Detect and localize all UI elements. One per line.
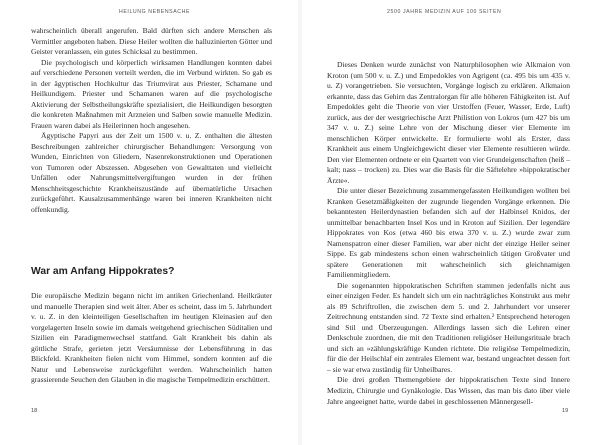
left-lower-text xyxy=(31,291,272,386)
running-head-left: HEILUNG NEBENSACHE xyxy=(119,9,191,15)
section-heading: War am Anfang Hippokrates? xyxy=(31,266,175,277)
right-page xyxy=(302,0,600,445)
left-page xyxy=(0,0,298,445)
paragraph: Ägyptische Papyri aus der Zeit um 1500 v. u. Z. enthalten die ältesten Beschreibungen zahlreicher chirurgischer Behandlungen: Versorgung von Wunden, Einrichten von Gliedern, Nasenrekonstruktionen und Operationen von Tumoren oder Abszessen. Abgesehen von Gewalttaten und vielleicht Unfällen oder Nahrungsmittelvergiftungen wurden in der frühen Menschheitsgeschichte Krankheitszustände auf übernatürliche Ursachen zurückgeführt. Kausalzusammenhänge waren bei inneren Krankheiten nicht offenkundig. xyxy=(31,131,272,214)
left-upper-text xyxy=(31,26,272,215)
paragraph: wahrscheinlich überall angerufen. Bald dürften sich andere Menschen als Vermittler angeboten haben. Diese Heiler wollten die halluzinierten Götter und Geister veranlassen, ein gutes Schicksal zu bestimmen. xyxy=(31,26,272,57)
paragraph: Die psychologisch und körperlich wirksamen Handlungen konnten dabei auf verschiedene Personen verteilt werden, die im Verbund wirkten. So gab es in der ägyptischen Hochkultur das Triumvirat aus Priester, Schamane und Heilkundigem. Priester und Schamanen waren auf die psychologische Aktivierung der Selbstheilungskräfte spezialisiert, die Heilkundigen besorgten die konkreten Maßnahmen mit Arzneien und Salben sowie manuelle Medizin. Frauen waren dabei als Heilerinnen hoch angesehen. xyxy=(31,57,272,130)
paragraph: Die europäische Medizin begann nicht im antiken Griechenland. Heilkräuter und manuelle Therapien sind weit älter. Aber es scheint, dass im 5. Jahrhundert v. u. Z. in den kleinteiligen Gesellschaften im heutigen Kleinasien auf den vorgelagerten Inseln sowie im damals weitgehend griechischen Süditalien und Sizilien ein Paradigmenwechsel stattfand. Galt Krankheit bis dahin als göttliche Strafe, gerieten jetzt Versäumnisse der Lebensführung in das Blickfeld. Krankheiten fielen nicht vom Himmel, sondern konnten auf die Natur und Lebensweise zurückgeführt werden. Wahrscheinlich hatten grassierende Seuchen den Glauben in die magische Tempelmedizin erschüttert. xyxy=(31,291,272,385)
right-text xyxy=(327,60,570,407)
paragraph: Die sogenannten hippokratischen Schriften stammen jedenfalls nicht aus einer einzigen Feder. Es handelt sich um ein nachträgliches Konstrukt aus mehr als 89 Schriftrollen, die zwischen dem 5. und 2. Jahrhundert vor unserer Zeitrechnung entstanden sind. 72 Texte sind erhalten.² Entsprechend heterogen sind Stil und Überzeugungen. Allerdings lassen sich die Lehren einer Denkschule zuordnen, die mit den Traditionen religiöser Heilungsrituale brach und sich an »zählungskräftige Kunden richtete. Die religiöse Tempelmedizin, für die der Heilschlaf ein zentrales Element war, bestand ungeachtet dessen fort – sie war etwa zuständig für Unheilbares. xyxy=(327,280,570,374)
paragraph: Dieses Denken wurde zunächst von Naturphilosophen wie Alkmaion von Kroton (um 500 v. u. Z.) und Empedokles von Agrigent (ca. 495 bis um 435 v. u. Z) vorangetrieben. Sie versuchten, Vorgänge logisch zu erklären. Alkmaion erkannte, dass das Gehirn das Zentralorgan für alle höheren Fähigkeiten ist. Auf Empedokles geht die Theorie von vier Urstoffen (Feuer, Wasser, Erde, Luft) zurück, aus der der westgriechische Arzt Philistion von Lokros (um 427 bis um 347 v. u. Z.) seine Lehre von der Mischung dieser vier Elemente im menschlichen Körper entwickelte. Er formulierte wohl als Erster, dass Krankheit aus einem Ungleichgewicht dieser vier Elemente resultieren würde. Den vier Elementen ordnete er ein Quartett von vier Grundeigenschaften (heiß – kalt; nass – trocken) zu. Dies war die Basis für die Säftelehre »hippokratischer Ärzte«. xyxy=(327,60,570,185)
page-number-right: 19 xyxy=(562,408,569,414)
paragraph: Die drei großen Themengebiete der hippokratischen Texte sind Innere Medizin, Chirurgie und Gynäkologie. Das Wissen, das man bis dato über viele Jahre angeeignet hatte, wurde dabei in geschlossenen Männergesell- xyxy=(327,375,570,406)
paragraph: Die unter dieser Bezeichnung zusammengefassten Heilkundigen wollten bei Kranken Gesetzmäßigkeiten der zugrunde liegenden Vorgänge erkennen. Die bekanntesten Heilerdynastien befanden sich auf der Halbinsel Knidos, der unmittelbar benachbarten Insel Kos und in Kroton auf Sizilien. Der legendäre Hippokrates von Kos (etwa 460 bis etwa 370 v. u. Z.) wurde zwar zum Namenspatron einer dieser Familien, war aber nicht der einzige Heiler seiner Sippe. Es gab mindestens schon einen wahrscheinlich tätigen Großvater und spätere Generationen mit wahrscheinlich sich gleichnamigen Familienmitgliedern. xyxy=(327,186,570,280)
running-head-right: 2500 JAHRE MEDIZIN AUF 100 SEITEN xyxy=(387,9,502,15)
page-number-left: 18 xyxy=(31,408,38,414)
